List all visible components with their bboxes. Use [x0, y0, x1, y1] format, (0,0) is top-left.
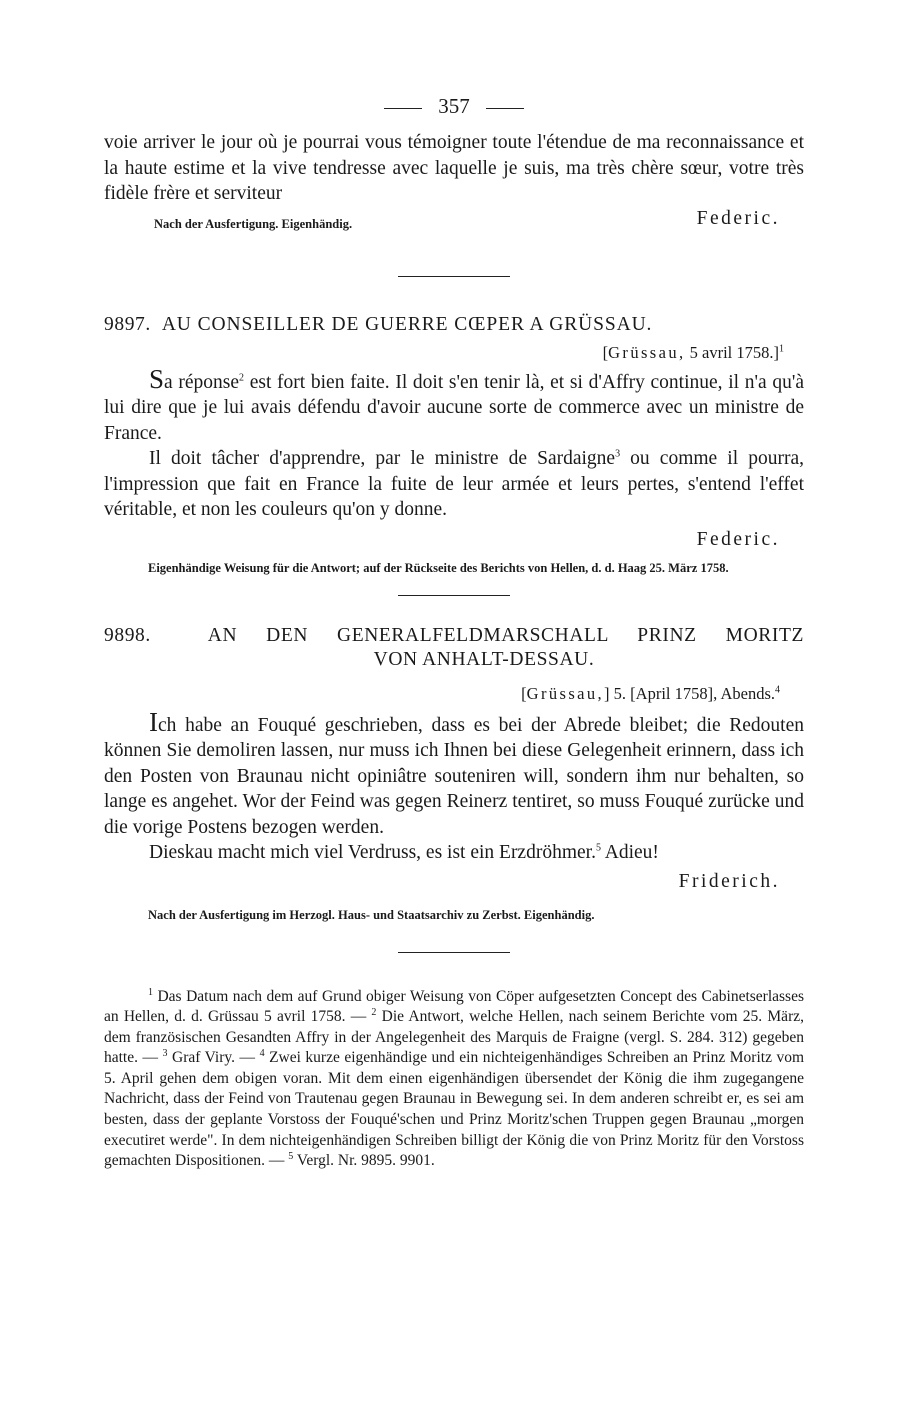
page-number-dash-right — [486, 108, 524, 109]
paragraph-text: ou comme il pourra, l'impression que fait en France la fuite de leur armée et leurs pertes, s'entend l'effet véritable, et non les couleurs qu'on y donne. — [104, 448, 804, 520]
footnote-ref-4: 4 — [775, 684, 780, 695]
footnote-4: Zwei kurze eigenhändige und ein nichteigenhändiges Schreiben an Prinz Moritz vom 5. April gehen dem obigen voran. Mit dem einen eigenhändigen übersendet der König die ihm zugegangene Nachricht, dass der Feind von Trautenau gegen Braunau in Bewegung sei. In dem anderen schreibt er, es sei am besten, dass der geplante Vorstoss der Fouqué'schen und Prinz Moritz'schen Truppen gegen Braunau „morgen executiret werde". In dem nichteigenhändigen Schreiben billigt der König die von Prinz Moritz für den Vorstoss gemachten Dispositionen. — — [104, 1049, 805, 1170]
footnote-3: Graf Viry. — — [167, 1049, 260, 1067]
footnote-ref-1: 1 — [779, 343, 784, 354]
footnote-5: Vergl. Nr. 9895. 9901. — [293, 1152, 435, 1170]
letter-source: Eigenhändige Weisung für die Antwort; auf der Rückseite des Berichts von Hellen, d. d. Haag 25. März 1758. — [148, 560, 729, 575]
intro-signature: Federic. — [696, 207, 780, 229]
date-text: ] 5. [April 1758], Abends. — [604, 683, 775, 703]
letter-date — [104, 682, 804, 706]
footnote-mark-3: 3 — [162, 1048, 168, 1060]
letter-title-line2: VON ANHALT-DESSAU. — [373, 648, 595, 670]
footnote-mark-1: 1 — [148, 986, 153, 998]
footnote-mark-2: 2 — [371, 1006, 377, 1018]
page — [104, 88, 804, 1172]
paragraph-text: a réponse — [164, 371, 240, 393]
letter-paragraph-1 — [104, 706, 804, 841]
date-bracket: [ — [602, 342, 609, 362]
paragraph-text: Adieu! — [600, 842, 659, 863]
drop-initial: S — [149, 363, 165, 394]
section-divider — [398, 595, 510, 596]
footnote-mark-4: 4 — [259, 1048, 265, 1060]
page-number-line — [104, 88, 804, 124]
letter-paragraph-1 — [104, 363, 804, 447]
letter-number: 9897. — [104, 313, 151, 335]
footnote-ref-3: 3 — [615, 448, 621, 460]
paragraph-text: ch habe an Fouqué geschrieben, dass es bei der Abrede bleibet; die Redouten können Sie demoliren lassen, nur muss ich Ihnen bei diese Gelegenheit erinnern, dass ich den Posten von Braunau nicht opiniâtre souteniren will, sondern ihm nur behalten, so lange es angehet. Wor der Feind was gegen Reinerz tentiret, so muss Fouqué zurücke und die vorige Postens bezogen werden. — [104, 714, 804, 838]
paragraph-text: Dieskau macht mich viel Verdruss, es ist ein Erzdröhmer. — [149, 842, 596, 863]
section-divider — [398, 276, 510, 277]
letter-signature: Federic. — [696, 528, 780, 550]
letter-number: 9898. — [104, 624, 151, 646]
page-number: 357 — [438, 94, 470, 118]
letter-title: AN DEN GENERALFELDMARSCHALL PRINZ MORITZ — [207, 624, 804, 646]
letter-heading — [104, 624, 804, 648]
letter-paragraph-2 — [104, 446, 804, 523]
letter-source: Nach der Ausfertigung im Herzogl. Haus- und Staatsarchiv zu Zerbst. Eigenhändig. — [148, 907, 595, 922]
footnote-2: Die Antwort, welche Hellen, nach seinem Berichte vom 25. März, dem französischen Gesandten Affry in der Angelegenheit des Marquis de Fraigne (vergl. S. 284. 312) gegeben hatte. — — [104, 1008, 804, 1067]
footnote-1: Das Datum nach dem auf Grund obiger Weisung von Cöper aufgesetzten Concept des Cabinetserlasses an Hellen, d. d. Grüssau 5 avril 1758. — — [104, 987, 804, 1026]
letter-date — [104, 341, 804, 365]
footnote-ref-2: 2 — [239, 372, 245, 383]
date-place: Grüssau, — [608, 342, 686, 362]
letter-paragraph-2 — [104, 840, 804, 866]
paragraph-text: Il doit tâcher d'apprendre, par le ministre de Sardaigne — [149, 448, 616, 469]
letter-heading-line2 — [104, 648, 804, 672]
intro-paragraph: voie arriver le jour où je pourrai vous témoigner toute l'étendue de ma reconnaissance et la haute estime et la vive tendresse avec laquelle je suis, ma très chère sœur, votre très fidèle frère et serviteur — [104, 132, 804, 204]
intro-footer — [104, 207, 804, 239]
date-bracket: [ — [521, 683, 527, 703]
footnote-mark-5: 5 — [288, 1151, 294, 1163]
footnote-ref-5: 5 — [595, 842, 601, 854]
letter-9897 — [104, 313, 804, 577]
page-number-dash-left — [384, 108, 422, 109]
date-place: Grüssau, — [526, 683, 605, 703]
footnotes-divider — [398, 952, 510, 953]
footnotes — [104, 987, 804, 1172]
date-text: 5 avril 1758.] — [685, 342, 779, 362]
drop-initial: I — [149, 706, 158, 737]
paragraph-text: est fort bien faite. Il doit s'en tenir là, et si d'Affry continue, il n'a qu'à lui dire que je lui avais défendu d'avoir aucune sorte de commerce avec un ministre de France. — [104, 371, 804, 444]
letter-heading — [104, 313, 804, 337]
intro-source: Nach der Ausfertigung. Eigenhändig. — [154, 216, 353, 231]
letter-title: AU CONSEILLER DE GUERRE CŒPER A GRÜSSAU. — [161, 313, 653, 335]
letter-9898 — [104, 624, 804, 924]
letter-signature: Friderich. — [678, 870, 780, 892]
